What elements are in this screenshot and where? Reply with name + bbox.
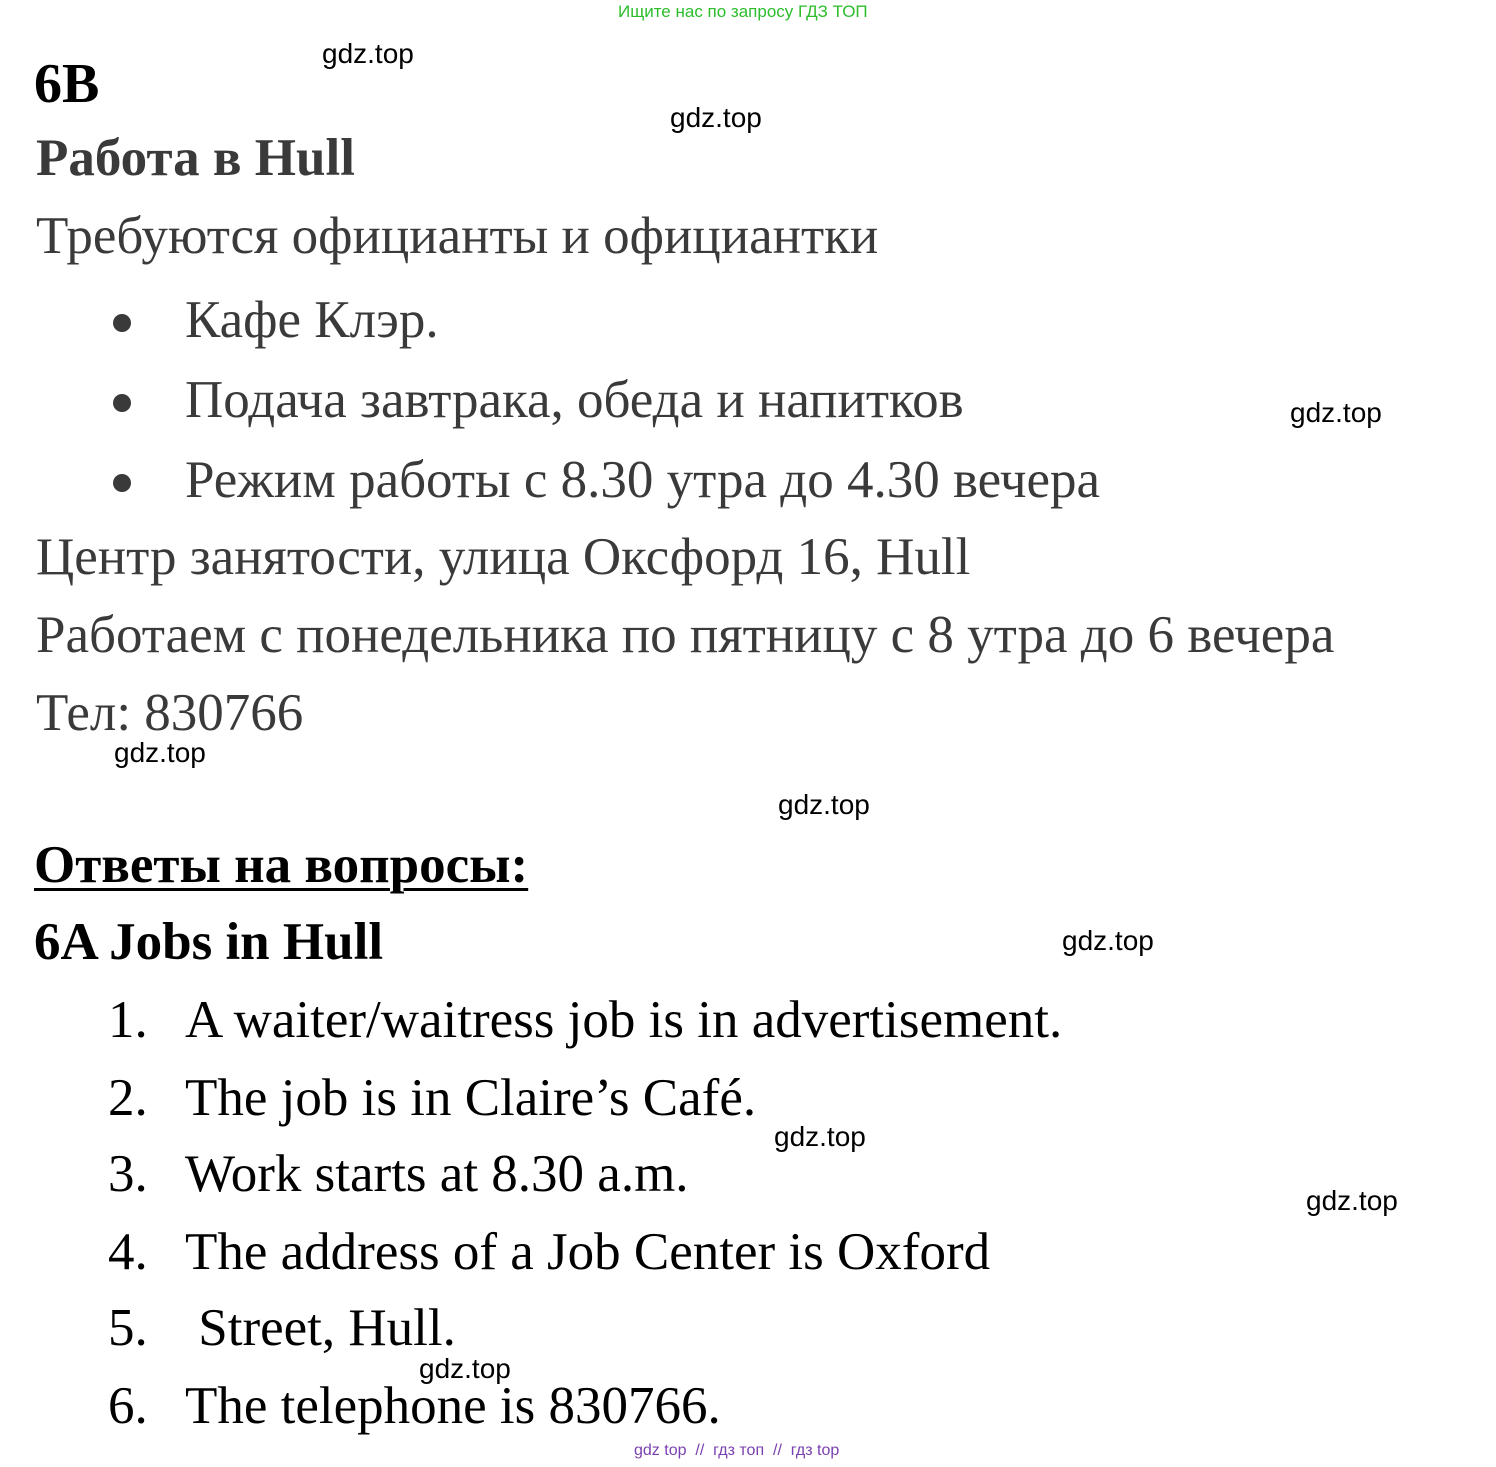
watermark: gdz.top [774,1121,866,1152]
ru-address: Центр занятости, улица Оксфорд 16, Hull [36,528,971,586]
answer-text: Work starts at 8.30 a.m. [185,1145,689,1203]
watermark: gdz.top [670,102,762,133]
ru-phone: Тел: 830766 [36,684,304,742]
top-banner: Ищите нас по запросу ГДЗ ТОП [618,2,868,21]
answer-text: The job is in Claire’s Café. [185,1069,757,1127]
bullet-dot [113,314,131,332]
bullet-dot [113,394,131,412]
answer-number: 1. [108,991,148,1049]
ru-hours: Работаем с понедельника по пятницу с 8 утра до 6 вечера [36,606,1335,664]
ru-subtitle: Требуются официанты и официантки [36,207,879,265]
answer-text: The telephone is 830766. [185,1377,721,1435]
watermark: gdz.top [1062,925,1154,956]
answers-heading: Ответы на вопросы: [34,836,529,894]
answer-text: Street, Hull. [185,1299,456,1357]
answer-number: 4. [108,1223,148,1281]
footer-watermark: gdz top // гдз топ // гдз top [634,1442,840,1459]
answer-number: 5. [108,1299,148,1357]
watermark: gdz.top [1290,397,1382,428]
answer-text: A waiter/waitress job is in advertisement. [185,991,1063,1049]
ru-bullet: Кафе Клэр. [185,291,439,349]
answer-number: 3. [108,1145,148,1203]
answer-number: 6. [108,1377,148,1435]
ru-bullet: Подача завтрака, обеда и напитков [185,371,964,429]
watermark: gdz.top [1306,1185,1398,1216]
ru-bullet: Режим работы с 8.30 утра до 4.30 вечера [185,451,1101,509]
watermark: gdz.top [114,737,206,768]
answer-text: The address of a Job Center is Oxford [185,1223,991,1281]
ru-title: Работа в Hull [36,129,355,187]
section-title: 6A Jobs in Hull [34,913,384,971]
answer-number: 2. [108,1069,148,1127]
watermark: gdz.top [322,38,414,69]
watermark: gdz.top [419,1353,511,1384]
watermark: gdz.top [778,789,870,820]
task-number: 6B [34,53,100,115]
bullet-dot [113,474,131,492]
